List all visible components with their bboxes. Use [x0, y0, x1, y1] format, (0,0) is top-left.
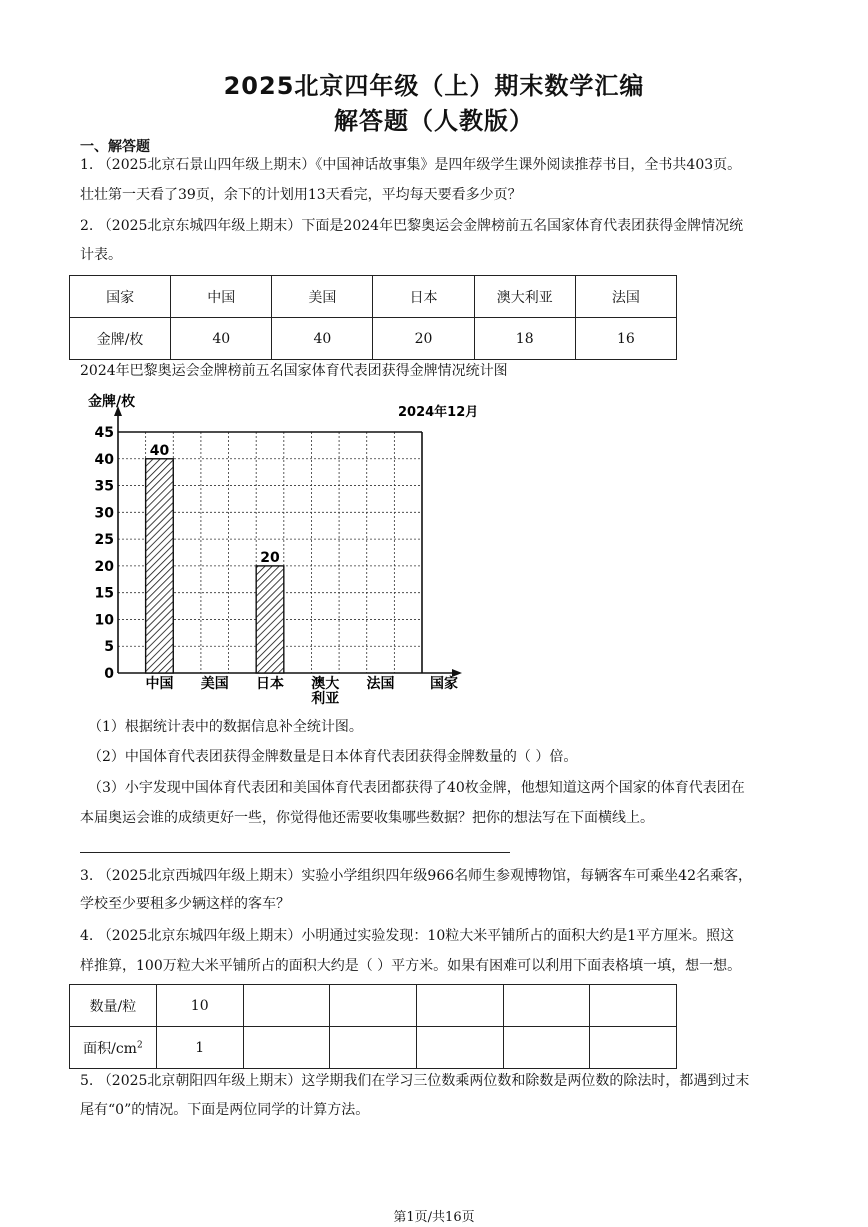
table-cell: 20	[373, 318, 474, 360]
table-cell: 数量/粒	[70, 985, 157, 1027]
table-cell: 金牌/枚	[70, 318, 171, 360]
y-tick-label: 30	[94, 505, 114, 522]
blank-cell[interactable]	[503, 1027, 590, 1069]
table-cell: 法国	[575, 276, 676, 318]
bar	[256, 566, 284, 673]
rice-table	[69, 984, 677, 1069]
y-tick-label: 45	[94, 425, 114, 441]
q3-line2: 学校至少要租多少辆这样的客车？	[80, 896, 290, 912]
bar	[146, 459, 174, 673]
table-row	[70, 318, 677, 360]
table-cell: 澳大利亚	[474, 276, 575, 318]
table-cell	[70, 1027, 157, 1069]
q2-sub3-line1: （3）小宇发现中国体育代表团和美国体育代表团都获得了40枚金牌，他想知道这两个国家的体育代表团在	[88, 780, 745, 796]
blank-cell[interactable]	[243, 1027, 330, 1069]
table-row	[70, 276, 677, 318]
blank-cell[interactable]	[503, 985, 590, 1027]
table-cell: 1	[156, 1027, 243, 1069]
y-tick-label: 5	[104, 639, 114, 656]
unit-superscript: 2	[136, 1039, 143, 1050]
section-heading: 一、解答题	[80, 139, 150, 155]
y-tick-label: 10	[94, 612, 114, 629]
medal-table	[69, 275, 677, 360]
page-subtitle: 解答题（人教版）	[334, 107, 534, 135]
chart-title: 2024年12月	[398, 405, 479, 420]
x-tick-label: 中国	[145, 676, 174, 692]
table-cell: 日本	[373, 276, 474, 318]
table-cell: 18	[474, 318, 575, 360]
blank-cell[interactable]	[243, 985, 330, 1027]
blank-cell[interactable]	[590, 1027, 677, 1069]
table-row	[70, 985, 677, 1027]
q3-line1: 3. （2025北京西城四年级上期末）实验小学组织四年级966名师生参观博物馆，每辆客车可乘坐42名乘客，	[80, 868, 752, 884]
q5-line2: 尾有“0”的情况。下面是两位同学的计算方法。	[80, 1102, 370, 1118]
table-cell: 美国	[272, 276, 373, 318]
y-tick-label: 20	[94, 558, 114, 575]
blank-cell[interactable]	[330, 985, 417, 1027]
x-tick-label: 日本	[256, 676, 284, 692]
x-axis-label: 国家	[430, 676, 458, 692]
q1-line1: 1. （2025北京石景山四年级上期末）《中国神话故事集》是四年级学生课外阅读推荐书目，全书共403页。	[80, 157, 742, 173]
q5-line1: 5. （2025北京朝阳四年级上期末）这学期我们在学习三位数乘两位数和除数是两位数的除法时，都遇到过末	[80, 1073, 750, 1089]
table-cell: 16	[575, 318, 676, 360]
table-cell: 10	[156, 985, 243, 1027]
x-tick-label: 法国	[366, 676, 395, 692]
chart-caption: 2024年巴黎奥运会金牌榜前五名国家体育代表团获得金牌情况统计图	[80, 363, 508, 379]
blank-cell[interactable]	[590, 985, 677, 1027]
x-tick-label: 美国	[200, 676, 229, 692]
medal-bar-chart	[80, 390, 480, 710]
blank-cell[interactable]	[416, 1027, 503, 1069]
q2-sub2: （2）中国体育代表团获得金牌数量是日本体育代表团获得金牌数量的（ ）倍。	[88, 749, 578, 765]
q2-line1: 2. （2025北京东城四年级上期末）下面是2024年巴黎奥运会金牌榜前五名国家体育代表团获得金牌情况统	[80, 218, 744, 234]
bar-data-label: 20	[260, 549, 280, 566]
table-cell: 40	[272, 318, 373, 360]
x-tick-label: 利亚	[311, 691, 340, 707]
y-tick-label: 0	[104, 666, 114, 682]
q4-line2: 样推算，100万粒大米平铺所占的面积大约是（ ）平方米。如果有困难可以利用下面表格填一填，想一想。	[80, 958, 742, 974]
y-tick-label: 35	[94, 478, 114, 495]
q2-line2: 计表。	[80, 247, 122, 263]
blank-cell[interactable]	[330, 1027, 417, 1069]
area-unit-label: 面积/cm	[83, 1040, 137, 1057]
y-tick-label: 40	[94, 451, 114, 468]
q2-sub1: （1）根据统计表中的数据信息补全统计图。	[88, 719, 363, 735]
page-footer: 第1页/共16页	[393, 1210, 475, 1225]
blank-cell[interactable]	[416, 985, 503, 1027]
answer-blank-line[interactable]	[80, 852, 510, 853]
table-cell: 国家	[70, 276, 171, 318]
y-tick-label: 25	[94, 532, 114, 549]
q2-sub3-line2: 本届奥运会谁的成绩更好一些，你觉得他还需要收集哪些数据？把你的想法写在下面横线上。	[80, 810, 654, 826]
page-title: 2025北京四年级（上）期末数学汇编	[223, 72, 645, 100]
bar-data-label: 40	[149, 442, 170, 459]
y-tick-label: 15	[94, 585, 114, 602]
y-axis-label: 金牌/枚	[88, 394, 136, 410]
table-cell: 中国	[171, 276, 272, 318]
q1-line2: 壮壮第一天看了39页，余下的计划用13天看完，平均每天要看多少页？	[80, 187, 522, 203]
x-tick-label: 澳大	[311, 676, 340, 692]
table-cell: 40	[171, 318, 272, 360]
q4-line1: 4. （2025北京东城四年级上期末）小明通过实验发现：10粒大米平铺所占的面积大约是1平方厘米。照这	[80, 928, 735, 944]
table-row	[70, 1027, 677, 1069]
